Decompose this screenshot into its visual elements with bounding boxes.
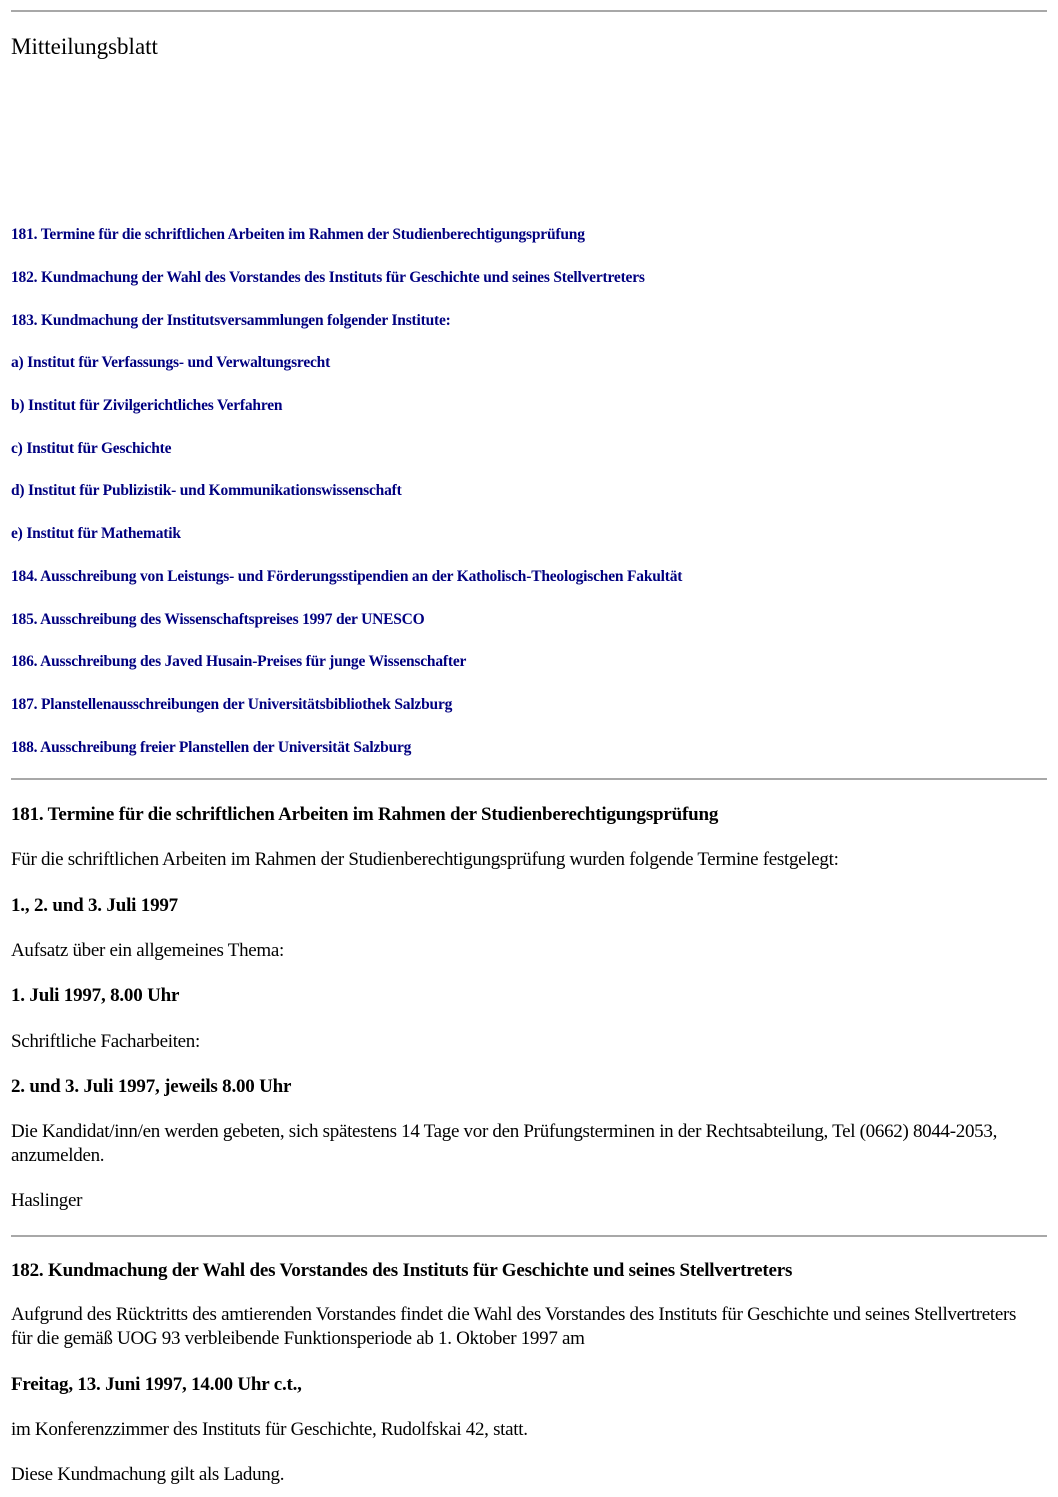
page-title: Mitteilungsblatt (11, 34, 158, 59)
toc-link-184[interactable]: 184. Ausschreibung von Leistungs- und Förderungsstipendien an der Katholisch-Theologischen Fakultät (11, 568, 683, 585)
paragraph: Die Kandidat/inn/en werden gebeten, sich spätestens 14 Tage vor den Prüfungsterminen in der Rechtsabteilung, Tel (0662) 8044-2053, anzumelden. (11, 1121, 998, 1166)
signature: Haslinger (11, 1190, 83, 1211)
paragraph: im Konferenzzimmer des Instituts für Geschichte, Rudolfskai 42, statt. (11, 1419, 528, 1440)
toc-link-186[interactable]: 186. Ausschreibung des Javed Husain-Preises für junge Wissenschafter (11, 653, 467, 670)
exam-dates: 1., 2. und 3. Juli 1997 (11, 895, 178, 916)
toc-link-183[interactable]: 183. Kundmachung der Institutsversammlungen folgender Institute: (11, 312, 451, 329)
toc-link-183a[interactable]: a) Institut für Verfassungs- und Verwaltungsrecht (11, 354, 331, 371)
section-divider (11, 1235, 1047, 1237)
toc-link-183e[interactable]: e) Institut für Mathematik (11, 525, 181, 542)
toc-link-185[interactable]: 185. Ausschreibung des Wissenschaftspreises 1997 der UNESCO (11, 611, 425, 628)
toc-link-181[interactable]: 181. Termine für die schriftlichen Arbeiten im Rahmen der Studienberechtigungsprüfung (11, 226, 585, 243)
paragraph: Aufsatz über ein allgemeines Thema: (11, 940, 284, 961)
toc-link-183d[interactable]: d) Institut für Publizistik- und Kommunikationswissenschaft (11, 482, 402, 499)
section-heading: 182. Kundmachung der Wahl des Vorstandes des Instituts für Geschichte und seines Stellvertreters (11, 1260, 793, 1281)
section-divider (11, 778, 1047, 780)
toc-link-188[interactable]: 188. Ausschreibung freier Planstellen der Universität Salzburg (11, 739, 412, 756)
toc-link-187[interactable]: 187. Planstellenausschreibungen der Universitätsbibliothek Salzburg (11, 696, 453, 713)
paragraph: Für die schriftlichen Arbeiten im Rahmen der Studienberechtigungsprüfung wurden folgende Termine festgelegt: (11, 849, 839, 870)
toc-link-183c[interactable]: c) Institut für Geschichte (11, 440, 172, 457)
subject-exam-date: 2. und 3. Juli 1997, jeweils 8.00 Uhr (11, 1076, 292, 1097)
toc-link-183b[interactable]: b) Institut für Zivilgerichtliches Verfahren (11, 397, 283, 414)
paragraph: Diese Kundmachung gilt als Ladung. (11, 1464, 285, 1485)
election-date: Freitag, 13. Juni 1997, 14.00 Uhr c.t., (11, 1374, 302, 1395)
paragraph: Aufgrund des Rücktritts des amtierenden Vorstandes findet die Wahl des Vorstandes des Instituts für Geschichte und seines Stellvertreters für die gemäß UOG 93 verbleibende Funktionsperiode ab 1. Oktober 1997 am (11, 1304, 1017, 1349)
paragraph: Schriftliche Facharbeiten: (11, 1031, 200, 1052)
section-heading: 181. Termine für die schriftlichen Arbeiten im Rahmen der Studienberechtigungsprüfung (11, 804, 719, 825)
top-divider (11, 10, 1047, 12)
toc-link-182[interactable]: 182. Kundmachung der Wahl des Vorstandes des Instituts für Geschichte und seines Stellvertreters (11, 269, 645, 286)
essay-date: 1. Juli 1997, 8.00 Uhr (11, 985, 180, 1006)
